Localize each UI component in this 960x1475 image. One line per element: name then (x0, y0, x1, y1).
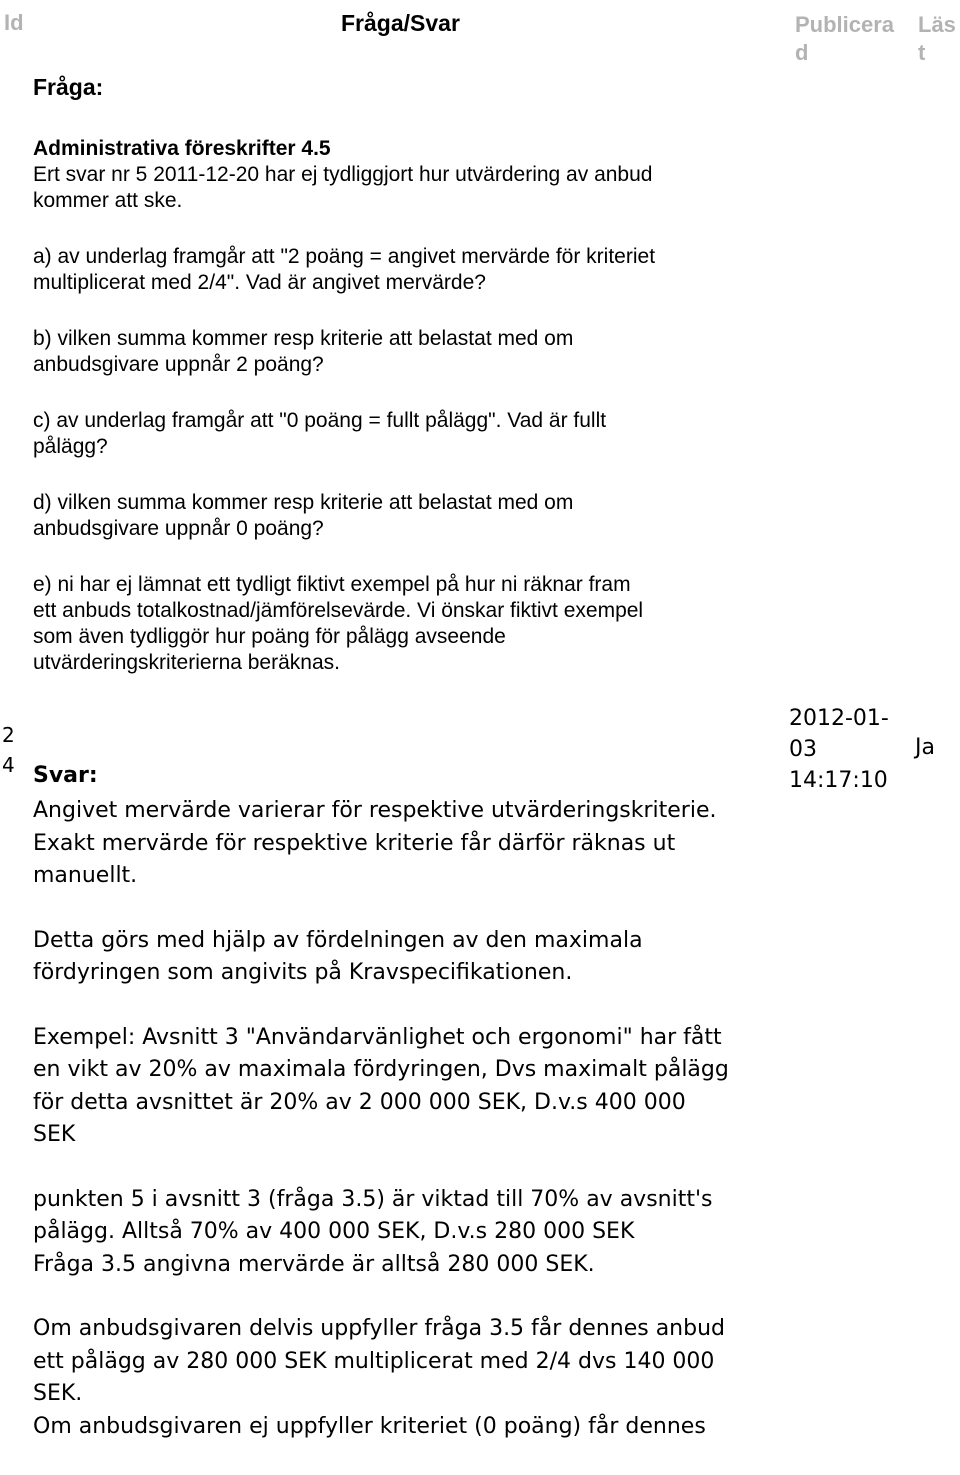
column-header-published: Publicera d (795, 12, 895, 65)
question-part-c: c) av underlag framgår att "0 poäng = fullt pålägg". Vad är fullt pålägg? (33, 409, 607, 458)
column-header-read: Läs t (918, 12, 956, 65)
question-part-d: d) vilken summa kommer resp kriterie att belastat med om anbudsgivare uppnår 0 poäng? (33, 491, 574, 540)
answer-paragraph-1: Angivet mervärde varierar för respektive utvärderingskriterie. Exakt mervärde för respektive kriterie får därför räknas ut manuellt. (33, 798, 717, 888)
answer-label: Svar: (33, 763, 98, 788)
question-intro: Ert svar nr 5 2011-12-20 har ej tydliggjort hur utvärdering av anbud kommer att ske. (33, 163, 653, 212)
answer-paragraph-4: punkten 5 i avsnitt 3 (fråga 3.5) är viktad till 70% av avsnitt's pålägg. Alltså 70% av 400 000 SEK, D.v.s 280 000 SEK Fråga 3.5 angivna mervärde är alltså 280 000 SEK. (33, 1186, 713, 1277)
column-header-id: Id (4, 10, 24, 35)
question-block (33, 136, 793, 676)
question-part-a: a) av underlag framgår att "2 poäng = angivet mervärde för kriteriet multiplicerat med 2/4". Vad är angivet mervärde? (33, 245, 656, 294)
question-title: Administrativa föreskrifter 4.5 (33, 137, 331, 160)
question-part-e: e) ni har ej lämnat ett tydligt fiktivt exempel på hur ni räknar fram ett anbuds totalkostnad/jämförelsevärde. Vi önskar fiktivt exempel som även tydliggör hur poäng för pålägg avseende utvärderingskriterierna beräknas. (33, 573, 644, 674)
answer-paragraph-2: Detta görs med hjälp av fördelningen av den maximala fördyringen som angivits på Kravspecifikationen. (33, 927, 643, 985)
answer-paragraph-3: Exempel: Avsnitt 3 "Användarvänlighet och ergonomi" har fått en vikt av 20% av maximala fördyringen, Dvs maximalt pålägg för detta avsnittet är 20% av 2 000 000 SEK, D.v.s 400 000 SEK (33, 1024, 729, 1147)
published-date: 2012-01- 03 14:17:10 (789, 706, 889, 793)
read-status: Ja (915, 735, 935, 760)
answer-block (33, 795, 793, 1475)
column-header-question-answer: Fråga/Svar (341, 10, 460, 36)
row-id: 2 4 (2, 723, 15, 777)
answer-paragraph-5: Om anbudsgivaren delvis uppfyller fråga 3.5 får dennes anbud ett pålägg av 280 000 SEK multiplicerat med 2/4 dvs 140 000 SEK. Om anbudsgivaren ej uppfyller kriteriet (0 poäng) får dennes (33, 1316, 725, 1439)
question-part-b: b) vilken summa kommer resp kriterie att belastat med om anbudsgivare uppnår 2 poäng? (33, 327, 574, 376)
question-label: Fråga: (33, 74, 104, 100)
